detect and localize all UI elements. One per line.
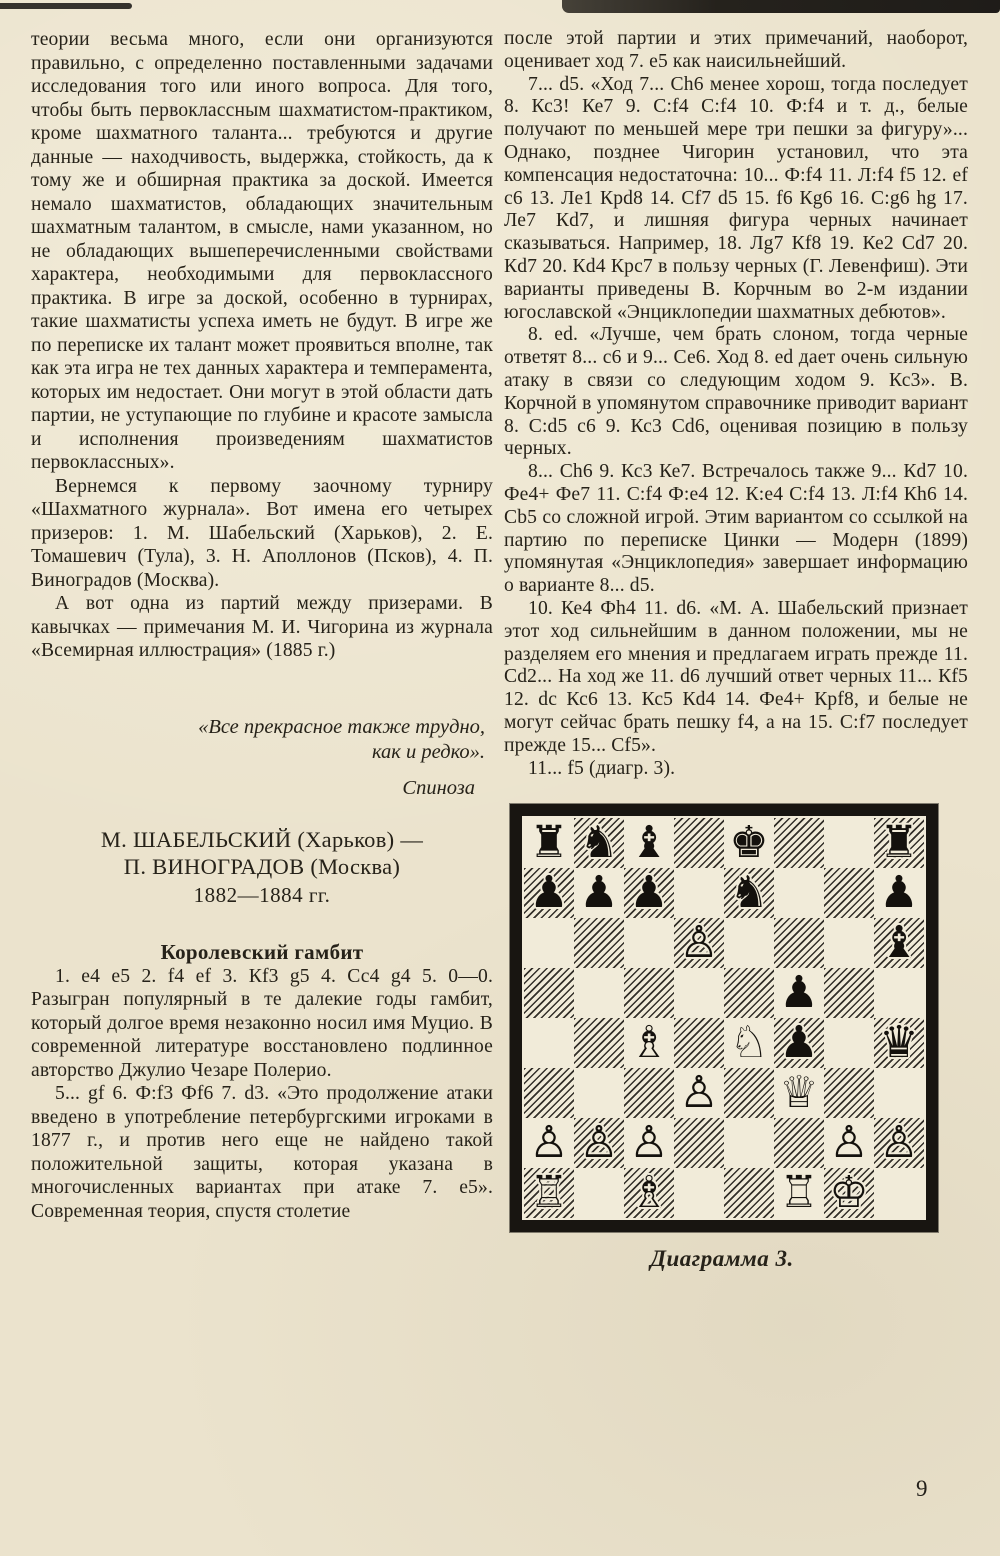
square bbox=[774, 818, 824, 868]
paragraph: 1. е4 е5 2. f4 ef 3. Кf3 g5 4. Сс4 g4 5. 0—0. Разыгран популярный в те далекие годы гамбит, который долгое время незаконно носил имя Муцио. В современной литературе восстановлено подлинное авторство Джулио Чезаре Полерио. bbox=[31, 965, 493, 1081]
black-piece: ♟ bbox=[779, 1017, 819, 1069]
paragraph: 11... f5 (диагр. 3). bbox=[528, 757, 676, 779]
square bbox=[724, 818, 774, 868]
square bbox=[624, 1068, 674, 1118]
square bbox=[624, 1018, 674, 1068]
black-piece: ♟ bbox=[579, 867, 619, 919]
square bbox=[574, 868, 624, 918]
page-number: 9 bbox=[916, 1476, 929, 1501]
right-column bbox=[504, 28, 968, 1272]
square bbox=[574, 1118, 624, 1168]
square bbox=[524, 1118, 574, 1168]
chess-diagram bbox=[510, 804, 942, 1272]
square bbox=[824, 1168, 874, 1218]
square bbox=[874, 918, 924, 968]
square bbox=[624, 868, 674, 918]
epigraph-author: Спиноза bbox=[402, 776, 475, 799]
paragraph: 7... d5. «Ход 7... Сh6 менее хорош, тогда последует 8. Кс3! Ке7 9. С:f4 С:f4 10. Ф:f4 и т. д., белые получают по меньшей мере три пешки за фигуру»... Однако, позднее Чигорин установил, что эта компенсация недостаточна: 10... Ф:f4 11. Л:f4 f5 12. ef с6 13. Ле1 Крd8 14. Сf7 d5 15. f6 Кg6 16. С:g6 hg 17. Ле7 Кd7, и лишняя фигура черных начинает сказываться. Например, 18. Лg7 Кf8 19. Ке2 Сd7 20. Кd7 20. Кd4 Крс7 в пользу черных (Г. Левенфиш). Эти варианты приведены В. Корчным во 2-м издании югославской «Энциклопедии шахматных дебютов». bbox=[504, 73, 968, 323]
game-header bbox=[31, 826, 493, 880]
square bbox=[574, 1168, 624, 1218]
square bbox=[874, 1068, 924, 1118]
square bbox=[574, 968, 624, 1018]
square bbox=[774, 868, 824, 918]
square bbox=[724, 1168, 774, 1218]
square bbox=[524, 818, 574, 868]
square bbox=[574, 818, 624, 868]
square bbox=[524, 1168, 574, 1218]
square bbox=[524, 868, 574, 918]
black-piece: ♞ bbox=[579, 817, 619, 869]
square bbox=[774, 1168, 824, 1218]
black-piece: ♝ bbox=[629, 817, 669, 869]
paragraph: 8. ed. «Лучше, чем брать слоном, тогда черные ответят 8... с6 и 9... Се6. Ход 8. ed дает очень сильную атаку в связи со следующим ходом 9. Кс3». В. Корчной в упомянутом справочнике приводит вариант 8. С:d5 с6 9. Кс3 Сd6, оценивая позицию в пользу черных. bbox=[504, 324, 968, 460]
square bbox=[774, 1068, 824, 1118]
square bbox=[874, 868, 924, 918]
white-piece: ♙ bbox=[679, 917, 719, 969]
black-piece: ♜ bbox=[879, 817, 919, 869]
square bbox=[624, 968, 674, 1018]
white-piece: ♙ bbox=[579, 1117, 619, 1169]
left-column bbox=[31, 28, 493, 1223]
epigraph-line: как и редко». bbox=[371, 740, 485, 763]
square bbox=[624, 1168, 674, 1218]
black-piece: ♛ bbox=[879, 1017, 919, 1069]
game-header-black: П. ВИНОГРАДОВ (Москва) bbox=[123, 853, 401, 879]
paragraph: 8... Сh6 9. Кс3 Ке7. Встречалось также 9... Кd7 10. Фе4+ Фе7 11. С:f4 Ф:е4 12. К:е4 С:f4 13. Л:f4 Кh6 14. Сb5 со сложной игрой. Этим вариантом со ссылкой на партию по переписке Цинки — Модерн (1899) упомянутая «Энциклопедия» завершает информацию о варианте 8... d5. bbox=[504, 461, 968, 597]
square bbox=[674, 968, 724, 1018]
square bbox=[574, 1018, 624, 1068]
square bbox=[524, 1018, 574, 1068]
square bbox=[774, 1118, 824, 1168]
square bbox=[574, 1068, 624, 1118]
white-piece: ♕ bbox=[779, 1067, 819, 1119]
scan-mark-left bbox=[0, 3, 132, 9]
square bbox=[674, 918, 724, 968]
square bbox=[674, 1168, 724, 1218]
chess-board-frame bbox=[510, 804, 938, 1232]
game-header-white: М. ШАБЕЛЬСКИЙ (Харьков) — bbox=[100, 826, 424, 852]
square bbox=[824, 818, 874, 868]
square bbox=[624, 818, 674, 868]
paragraph: А вот одна из партий между призерами. В кавычках — примечания М. И. Чигорина из журнала «Всемирная иллюстрация» (1885 г.) bbox=[31, 593, 493, 661]
square bbox=[874, 1118, 924, 1168]
square bbox=[524, 918, 574, 968]
diagram-caption: Диаграмма 3. bbox=[650, 1246, 794, 1272]
white-piece: ♖ bbox=[529, 1167, 569, 1219]
white-piece: ♔ bbox=[829, 1167, 869, 1219]
square bbox=[874, 1018, 924, 1068]
black-piece: ♚ bbox=[729, 817, 769, 869]
white-piece: ♙ bbox=[829, 1117, 869, 1169]
square bbox=[674, 1018, 724, 1068]
white-piece: ♖ bbox=[779, 1167, 819, 1219]
square bbox=[874, 818, 924, 868]
black-piece: ♟ bbox=[879, 867, 919, 919]
paragraph: 10. Ке4 Фh4 11. d6. «М. А. Шабельский признает этот ход сильнейшим в данном положении, мы не разделяем его мнения и предлагаем играть прежде 11. Сd2... На ход же 11. d6 лучший ответ черных 11... Кf5 12. dc Кс6 13. Кс5 Кd4 14. Фе4+ Крf8, и белые не могут сейчас брать пешку f4, а на 15. С:f7 последует прежде 15... Сf5». bbox=[504, 597, 968, 756]
black-piece: ♝ bbox=[879, 917, 919, 969]
square bbox=[824, 1018, 874, 1068]
game-years: 1882—1884 гг. bbox=[193, 882, 331, 907]
black-piece: ♟ bbox=[629, 867, 669, 919]
opening-title: Королевский гамбит bbox=[160, 939, 364, 964]
white-piece: ♘ bbox=[729, 1017, 769, 1069]
epigraph-line: «Все прекрасное также трудно, bbox=[198, 715, 485, 738]
square bbox=[774, 1018, 824, 1068]
square bbox=[724, 968, 774, 1018]
square bbox=[874, 1168, 924, 1218]
chess-board bbox=[524, 818, 924, 1218]
square bbox=[724, 1068, 774, 1118]
square bbox=[824, 1118, 874, 1168]
white-piece: ♙ bbox=[629, 1117, 669, 1169]
white-piece: ♗ bbox=[629, 1167, 669, 1219]
black-piece: ♜ bbox=[529, 817, 569, 869]
white-piece: ♙ bbox=[879, 1117, 919, 1169]
black-piece: ♞ bbox=[729, 867, 769, 919]
square bbox=[774, 918, 824, 968]
square bbox=[774, 968, 824, 1018]
paragraph: 5... gf 6. Ф:f3 Фf6 7. d3. «Это продолжение атаки введено в употребление петербургскими игроками в 1877 г., и против него еще не найдено такой положительной защиты, которая указана в многочисленных вариантах при атаке 7. е5». Современная теория, спустя столетие bbox=[31, 1083, 493, 1222]
epigraph bbox=[31, 715, 493, 765]
square bbox=[724, 1118, 774, 1168]
paragraph: Вернемся к первому заочному турниру «Шахматного журнала». Вот имена его четырех призеров: 1. М. Шабельский (Харьков), 2. Е. Томашевич (Тула), 3. Н. Аполлонов (Псков), 4. П. Виноградов (Москва). bbox=[31, 475, 493, 591]
square bbox=[674, 1068, 724, 1118]
square bbox=[724, 918, 774, 968]
square bbox=[524, 1068, 574, 1118]
scan-mark-right bbox=[562, 0, 1000, 13]
white-piece: ♙ bbox=[529, 1117, 569, 1169]
square bbox=[524, 968, 574, 1018]
square bbox=[874, 968, 924, 1018]
paragraph: после этой партии и этих примечаний, наоборот, оценивает ход 7. е5 как наисильнейший. bbox=[504, 28, 968, 72]
square bbox=[674, 818, 724, 868]
white-piece: ♙ bbox=[679, 1067, 719, 1119]
square bbox=[574, 918, 624, 968]
white-piece: ♗ bbox=[629, 1017, 669, 1069]
square bbox=[824, 968, 874, 1018]
square bbox=[674, 1118, 724, 1168]
square bbox=[624, 918, 674, 968]
square bbox=[824, 868, 874, 918]
square bbox=[724, 868, 774, 918]
square bbox=[824, 918, 874, 968]
paragraph: теории весьма много, если они организуются правильно, с определенно поставленными задачами исследования того или иного вопроса. Для того, чтобы быть первоклассным шахматистом-практиком, кроме шахматного таланта... требуются и другие данные — находчивость, выдержка, стойкость, да к тому же и обширная практика за доской. Имеется немало шахматистов, обладающих значительным шахматным талантом, в смысле, нами указанном, но не обладающих вышеперечисленными свойствами характера, необходимыми для первоклассного практика. В игре за доской, особенно в турнирах, такие шахматисты успеха иметь не будут. В игре же по переписке их талант может проявиться вполне, так как эта игра не тех данных характера и темперамента, которых им недостает. Они могут в этой области дать партии, не уступающие по глубине и красоте замысла и исполнения произведениям шахматистов первоклассных». bbox=[31, 29, 493, 473]
square bbox=[674, 868, 724, 918]
black-piece: ♟ bbox=[529, 867, 569, 919]
square bbox=[624, 1118, 674, 1168]
black-piece: ♟ bbox=[779, 967, 819, 1019]
square bbox=[824, 1068, 874, 1118]
square bbox=[724, 1018, 774, 1068]
